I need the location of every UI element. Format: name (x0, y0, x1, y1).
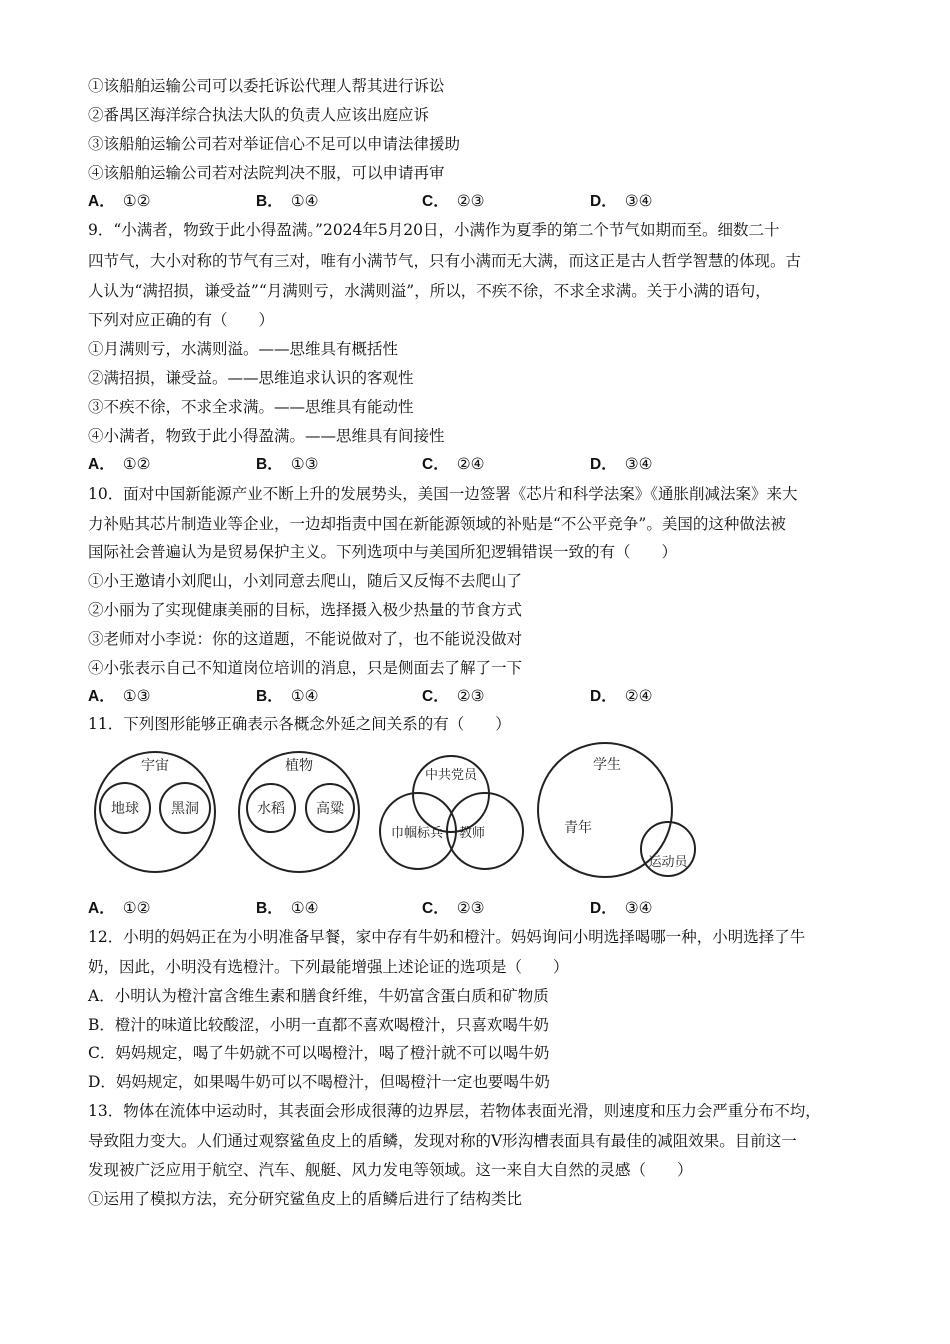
q8-item-2: ②番禺区海洋综合执法大队的负责人应该出庭应诉 (88, 106, 430, 124)
q10-item-3: ③老师对小李说：你的这道题，不能说做对了，也不能说没做对 (88, 630, 523, 648)
q10-option-b[interactable]: B． ①④ (256, 687, 319, 705)
q8-option-c[interactable]: C． ②③ (422, 192, 485, 210)
q12-stem-line-2: 奶，因此，小明没有选橙汁。下列最能增强上述论证的选项是（ ） (88, 958, 569, 976)
fig4-inner-label: 青年 (564, 820, 592, 836)
fig3-top-label: 中共党员 (424, 768, 478, 783)
q8-option-a[interactable]: A． ①② (88, 192, 151, 210)
q8-options (88, 191, 728, 211)
q8-option-d[interactable]: D． ③④ (590, 192, 653, 210)
fig1-outer-label: 宇宙 (141, 758, 169, 774)
q10-option-c[interactable]: C． ②③ (422, 687, 485, 705)
q9-item-4: ④小满者，物致于此小得盈满。——思维具有间接性 (88, 427, 445, 445)
q11-option-d[interactable]: D． ③④ (590, 899, 653, 917)
fig1-left-label: 地球 (111, 801, 139, 817)
q9-item-2: ②满招损，谦受益。——思维追求认识的客观性 (88, 369, 414, 387)
fig4-outer-label: 学生 (593, 757, 621, 773)
fig1-right-label: 黑洞 (171, 801, 199, 817)
q10-stem-line-1: 10．面对中国新能源产业不断上升的发展势头，美国一边签署《芯片和科学法案》《通胀削减法案》来大 (88, 485, 798, 503)
fig2-right-label: 高粱 (316, 801, 344, 817)
q9-option-c[interactable]: C． ②④ (422, 455, 485, 473)
q12-choice-a[interactable]: A．小明认为橙汁富含维生素和膳食纤维，牛奶富含蛋白质和矿物质 (88, 987, 549, 1005)
fig3-left-label: 巾帼标兵 (390, 826, 444, 841)
q12-choice-d[interactable]: D．妈妈规定，如果喝牛奶可以不喝橙汁，但喝橙汁一定也要喝牛奶 (88, 1073, 550, 1091)
q13-stem-line-1: 13．物体在流体中运动时，其表面会形成很薄的边界层，若物体表面光滑，则速度和压力会严重分布不均， (88, 1102, 821, 1120)
q8-item-1: ①该船舶运输公司可以委托诉讼代理人帮其进行诉讼 (88, 77, 445, 95)
q10-stem-line-2: 力补贴其芯片制造业等企业，一边却指责中国在新能源领域的补贴是“不公平竞争”。美国的这种做法被 (88, 515, 786, 533)
q8-item-4: ④该船舶运输公司若对法院判决不服，可以申请再审 (88, 164, 445, 182)
fig2-left-label: 水稻 (257, 801, 285, 817)
fig4-small-label: 运动员 (648, 855, 688, 870)
q11-option-a[interactable]: A． ①② (88, 899, 151, 917)
q10-options (88, 686, 728, 706)
q10-option-d[interactable]: D． ②④ (590, 687, 653, 705)
q11-option-b[interactable]: B． ①④ (256, 899, 319, 917)
q9-stem-line-3: 人认为“满招损，谦受益”“月满则亏，水满则溢”，所以，不疾不徐，不求全求满。关于小满的语句， (88, 282, 771, 300)
q13-stem-line-2: 导致阻力变大。人们通过观察鲨鱼皮上的盾鳞，发现对称的V形沟槽表面具有最佳的减阻效果。目前这一 (88, 1132, 797, 1150)
q11-venn-figures (88, 742, 708, 888)
q12-stem-line-1: 12．小明的妈妈正在为小明准备早餐，家中存有牛奶和橙汁。妈妈询问小明选择喝哪一种，小明选择了牛 (88, 928, 806, 946)
q12-choice-c[interactable]: C．妈妈规定，喝了牛奶就不可以喝橙汁，喝了橙汁就不可以喝牛奶 (88, 1044, 550, 1062)
q10-stem-line-3: 国际社会普遍认为是贸易保护主义。下列选项中与美国所犯逻辑错误一致的有（ ） (88, 543, 678, 561)
q9-option-b[interactable]: B． ①③ (256, 455, 319, 473)
q9-stem-line-1: 9．“小满者，物致于此小得盈满。”2024年5月20日，小满作为夏季的第二个节气如期而至。细数二十 (88, 221, 780, 239)
q10-item-2: ②小丽为了实现健康美丽的目标，选择摄入极少热量的节食方式 (88, 601, 523, 619)
q9-stem-line-4: 下列对应正确的有（ ） (88, 311, 275, 329)
fig2-outer-label: 植物 (285, 758, 313, 774)
venn-diagram-svg (88, 742, 708, 888)
q11-options (88, 898, 728, 918)
q9-item-3: ③不疾不徐，不求全求满。——思维具有能动性 (88, 398, 414, 416)
q9-stem-line-2: 四节气，大小对称的节气有三对，唯有小满节气，只有小满而无大满，而这正是古人哲学智慧的体现。古 (88, 252, 802, 270)
q9-options (88, 454, 728, 474)
q8-item-3: ③该船舶运输公司若对举证信心不足可以申请法律援助 (88, 135, 461, 153)
q10-option-a[interactable]: A． ①③ (88, 687, 151, 705)
q13-stem-line-3: 发现被广泛应用于航空、汽车、舰艇、风力发电等领域。这一来自大自然的灵感（ ） (88, 1161, 693, 1179)
q11-stem: 11．下列图形能够正确表示各概念外延之间关系的有（ ） (88, 715, 511, 733)
q13-item-1: ①运用了模拟方法，充分研究鲨鱼皮上的盾鳞后进行了结构类比 (88, 1190, 523, 1208)
q9-item-1: ①月满则亏，水满则溢。——思维具有概括性 (88, 340, 399, 358)
q9-option-a[interactable]: A． ①② (88, 455, 151, 473)
q12-choice-b[interactable]: B．橙汁的味道比较酸涩，小明一直都不喜欢喝橙汁，只喜欢喝牛奶 (88, 1016, 549, 1034)
q9-option-d[interactable]: D． ③④ (590, 455, 653, 473)
fig3-right-label: 教师 (458, 826, 486, 841)
q10-item-4: ④小张表示自己不知道岗位培训的消息，只是侧面去了解了一下 (88, 659, 523, 677)
q11-option-c[interactable]: C． ②③ (422, 899, 485, 917)
q10-item-1: ①小王邀请小刘爬山，小刘同意去爬山，随后又反悔不去爬山了 (88, 572, 523, 590)
q8-option-b[interactable]: B． ①④ (256, 192, 319, 210)
